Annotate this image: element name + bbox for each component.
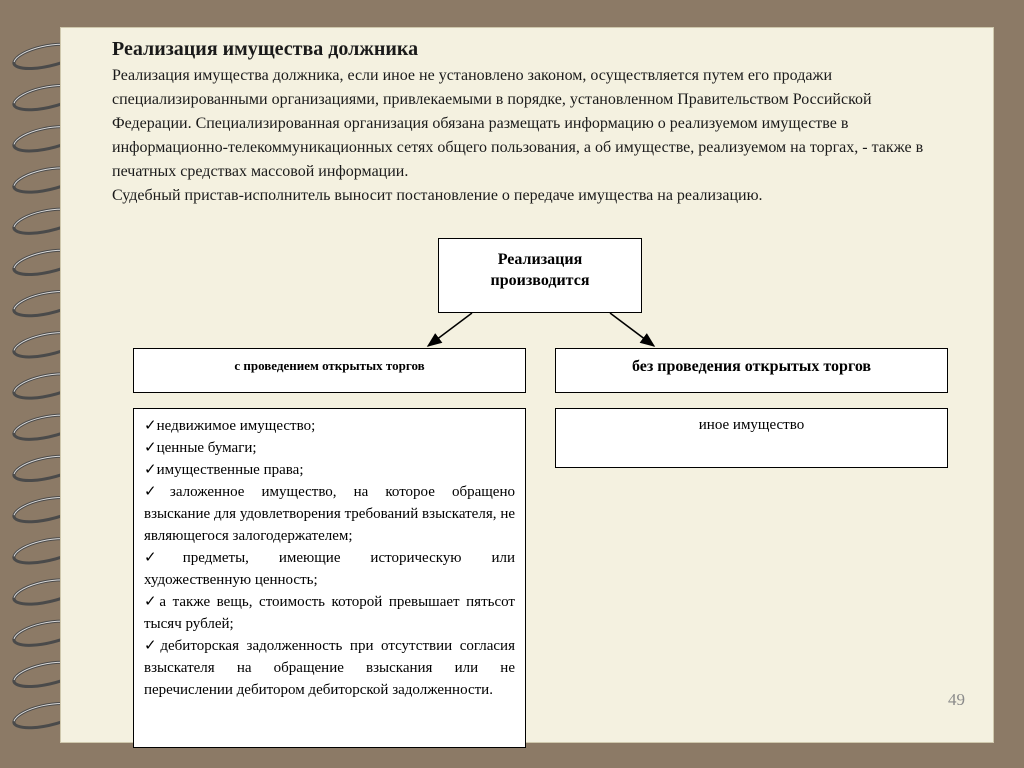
checkmark-icon: ✓ <box>144 594 160 610</box>
list-item-text: имущественные права; <box>156 462 304 478</box>
slide-body <box>112 64 942 208</box>
list-item <box>144 481 515 547</box>
list-item-text: а также вещь, стоимость которой превышает пятьсот тысяч рублей; <box>144 594 515 632</box>
checkmark-icon: ✓ <box>144 550 183 566</box>
list-item <box>144 635 515 701</box>
realization-line-2: производится <box>490 272 590 289</box>
paragraph-1: Реализация имущества должника, если иное не установлено законом, осуществляется путем его продажи специализированными организациями, привлекаемыми в порядке, установленном Правительством Российской Федерации. Специализированная организация обязана размещать информацию о реализуемом имуществе в информационно-телекоммуникационных сетях общего пользования, а об имуществе, реализуемом на торгах, - также в печатных средствах массовой информации. <box>112 67 924 180</box>
realization-line-1: Реализация <box>497 251 583 268</box>
checkmark-icon: ✓ <box>144 638 161 654</box>
list-item <box>144 415 515 437</box>
list-item <box>144 547 515 591</box>
checkmark-icon: ✓ <box>144 484 170 500</box>
list-item-text: дебиторская задолженность при отсутствии согласия взыскателя на обращение взыскания или не перечислении дебитором дебиторской задолженности. <box>144 638 515 698</box>
page-number: 49 <box>948 690 965 709</box>
with-auction-box: с проведением открытых торгов <box>133 348 526 393</box>
checkmark-icon: ✓ <box>144 440 157 456</box>
slide-title: Реализация имущества должника <box>112 38 419 60</box>
list-item-text: недвижимое имущество; <box>156 418 316 434</box>
realization-box <box>438 238 642 313</box>
list-item-text: предметы, имеющие историческую или художественную ценность; <box>144 550 515 588</box>
auction-items-list <box>133 408 526 748</box>
list-item <box>144 437 515 459</box>
other-property-box: иное имущество <box>555 408 948 468</box>
checkmark-icon: ✓ <box>144 462 157 478</box>
list-item-text: ценные бумаги; <box>156 440 257 456</box>
paragraph-2: Судебный пристав-исполнитель выносит постановление о передаче имущества на реализацию. <box>112 187 763 204</box>
checkmark-icon: ✓ <box>144 418 157 434</box>
list-item <box>144 459 515 481</box>
list-item-text: заложенное имущество, на которое обращено взыскание для удовлетворения требований взыскателя, не являющегося залогодержателем; <box>144 484 515 544</box>
list-item <box>144 591 515 635</box>
without-auction-box: без проведения открытых торгов <box>555 348 948 393</box>
